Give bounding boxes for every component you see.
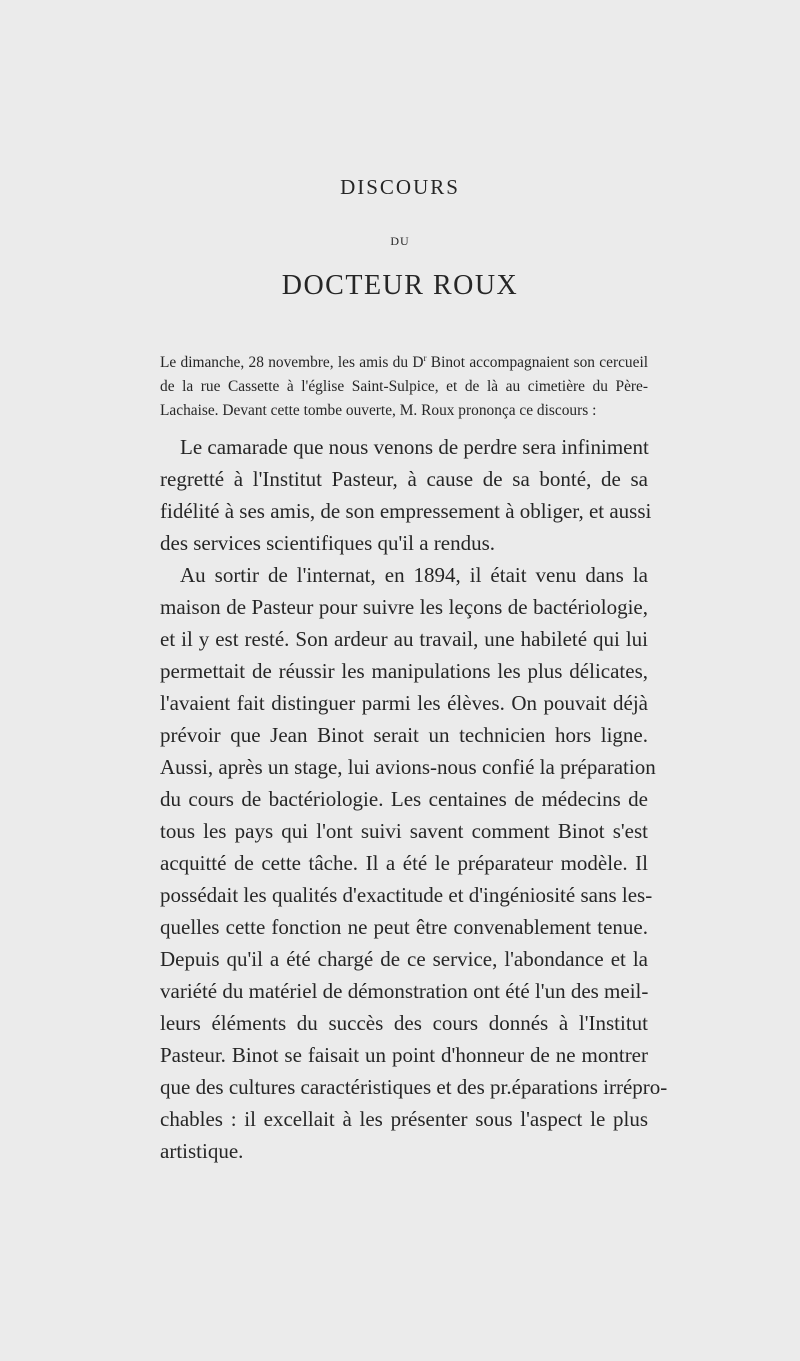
speech-line: acquitté de cette tâche. Il a été le préparateur modèle. Il <box>160 851 648 875</box>
speech-line: Le camarade que nous venons de perdre sera infiniment <box>180 435 649 459</box>
speech-line: et il y est resté. Son ardeur au travail, une habileté qui lui <box>160 627 648 651</box>
speech-line: quelles cette fonction ne peut être convenablement tenue. <box>160 915 648 939</box>
intro-text-end: Binot accompagnaient son cercueil de la rue Cassette à l'église Saint-Sulpice, et de là au cimetière du Père-Lachaise. Devant cette tombe ouverte, M. Roux prononça ce discours : <box>160 354 648 419</box>
speech-body <box>160 431 668 1167</box>
speech-line: chables : il excellait à les présenter sous l'aspect le plus <box>160 1107 648 1131</box>
speech-line: Depuis qu'il a été chargé de ce service, l'abondance et la <box>160 947 648 971</box>
speech-line: maison de Pasteur pour suivre les leçons de bactériologie, <box>160 595 648 619</box>
document-title: DISCOURS <box>340 175 460 199</box>
speech-line: tous les pays qui l'ont suivi savent comment Binot s'est <box>160 819 648 843</box>
speech-line: prévoir que Jean Binot serait un technicien hors ligne. <box>160 723 648 747</box>
intro-paragraph <box>160 351 648 423</box>
speech-line: Aussi, après un stage, lui avions-nous confié la préparation <box>160 755 656 779</box>
speech-line: variété du matériel de démonstration ont été l'un des meil- <box>160 979 649 1003</box>
intro-text-start: Le dimanche, 28 novembre, les amis du D <box>160 354 424 371</box>
speech-line: regretté à l'Institut Pasteur, à cause de sa bonté, de sa <box>160 467 648 491</box>
speech-line: leurs éléments du succès des cours donnés à l'Institut <box>160 1011 648 1035</box>
speech-line: artistique. <box>160 1139 244 1163</box>
speech-line: l'avaient fait distinguer parmi les élèves. On pouvait déjà <box>160 691 648 715</box>
intro-superscript: r <box>423 352 427 363</box>
speech-line: que des cultures caractéristiques et des pr.éparations irrépro- <box>160 1075 668 1099</box>
speech-line: Pasteur. Binot se faisait un point d'honneur de ne montrer <box>160 1043 648 1067</box>
title-connector: DU <box>390 234 410 248</box>
speech-line: des services scientifiques qu'il a rendus. <box>160 531 496 555</box>
speech-line: fidélité à ses amis, de son empressement à obliger, et aussi <box>160 499 652 523</box>
speech-line: Au sortir de l'internat, en 1894, il était venu dans la <box>180 563 648 587</box>
speech-line: possédait les qualités d'exactitude et d'ingéniosité sans les- <box>160 883 653 907</box>
document-subtitle: DOCTEUR ROUX <box>281 270 519 301</box>
speech-line: permettait de réussir les manipulations les plus délicates, <box>160 659 648 683</box>
speech-line: du cours de bactériologie. Les centaines de médecins de <box>160 787 648 811</box>
